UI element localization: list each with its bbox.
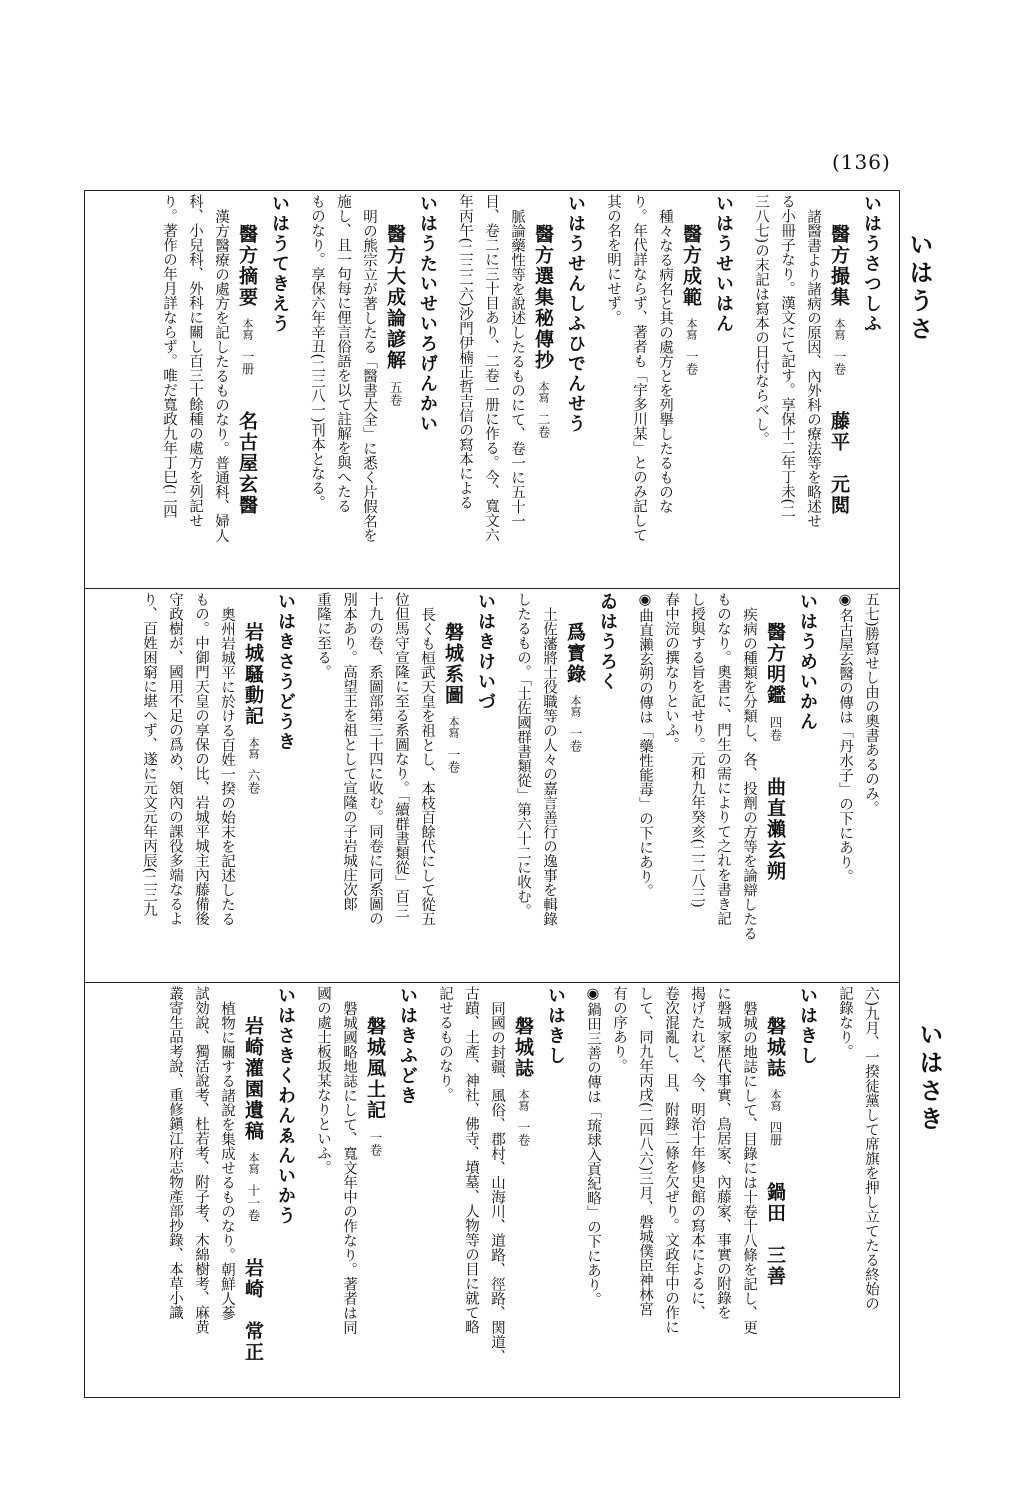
entry-title-row (240, 986, 266, 1394)
catalog-entry (162, 986, 298, 1394)
entry-volumes: 一卷 (446, 748, 461, 773)
entry-reading: いはきふどき (397, 986, 418, 1106)
entry-body-line: 年丙午(二三二六)沙門伊楠正哲吉信の寫本による (457, 194, 473, 510)
entry-body-line: 種々なる病名と其の處方とを列擧したるものな (657, 208, 673, 513)
entry-body-line: に磐城家歷代事實、鳥居家、內藤家、事實の附錄を (715, 986, 731, 1320)
entry-reading: いはうせいはん (713, 194, 734, 334)
entry-title-row (530, 194, 556, 584)
entry-body-line: 十九の卷、系圖部第三十四に收む。同卷に同系圖の (367, 592, 383, 926)
entry-body-line: したるもの。「土佐國群書類從」第六十二に收む。 (515, 592, 531, 919)
entry-title: 醫方明鑑 (764, 622, 786, 706)
entry-body-line: 施し、且一句每に俚言俗語を以て註解を與へたる (335, 194, 351, 513)
entry-body-line: 重隆に至る。 (315, 592, 331, 679)
entry-body-line: 國の處士板坂某なりといふ。 (315, 986, 331, 1175)
entry-body-line: 目、卷二に三十目あり、二卷一册に作る。今、寬文六 (483, 194, 499, 542)
entry-reading: いはうたいせいろげんかい (417, 194, 438, 434)
entry-title: 磐城誌 (764, 1016, 786, 1079)
entry-volumes: 五卷 (388, 381, 403, 406)
entry-body-line: 其の名を明にせず。 (605, 194, 621, 325)
entry-volumes: 一册 (240, 350, 255, 375)
panel-middle (92, 592, 892, 978)
entry-body-line: 叢寄生品考說、重修鎭江府志物產部抄錄、本草小識 (167, 986, 183, 1320)
entry-title: 岩崎灌園遺稿 (242, 1016, 264, 1142)
entry-title-row (240, 592, 266, 978)
entry-volumes: 一卷 (516, 1121, 531, 1146)
continuation-line: 記錄なり。 (837, 986, 853, 1059)
entry-author: 曲直瀨玄朔 (764, 777, 786, 882)
entry-reading: いはきさうどうき (275, 592, 296, 752)
entry-body-line: 卷次混亂し、且、附錄二條を欠ぜり。文政年中の作に (663, 986, 679, 1334)
entry-title-row (762, 986, 788, 1394)
entry-body-line: 長くも桓武天皇を祖とし、本枝百餘代にして從五 (419, 606, 435, 926)
entry-volumes: 二卷 (536, 413, 551, 438)
running-head-lower: いはさき (915, 1022, 944, 1134)
continuation-line: ◉名古屋玄醫の傳は「丹水子」の下にあり。 (837, 592, 853, 884)
entry-title: 醫方摘要 (236, 224, 258, 308)
entry-body-line: 春中浣の撰なりといふ。 (663, 592, 679, 752)
entry-title-row (678, 194, 704, 584)
entry-binding: 本寫 (769, 1089, 782, 1111)
panel-bottom (92, 986, 892, 1394)
entry-binding: 本寫 (537, 381, 550, 403)
entry-title-row (826, 194, 852, 584)
entry-body-line: 三八七)の末記は寫本の日付ならべし。 (753, 194, 769, 447)
continuation-line: 六)九月、一揆徒黨して席旗を押し立てたる終始の (863, 986, 879, 1311)
entry-title: 岩城騷動記 (242, 622, 264, 727)
entry-title-row (362, 986, 388, 1394)
entry-title-row (510, 986, 536, 1394)
catalog-entry (310, 592, 498, 978)
entry-body-line: 植物に關する諸說を集成せるものなり。朝鮮人蔘 (219, 1000, 235, 1320)
entry-body-line: 同國の封疆、風俗、郡村、山海川、道路、徑路、関道、 (489, 1000, 505, 1363)
entry-title-row (382, 194, 408, 584)
entry-body-line: 土佐藩將士役職等の人々の嘉言善行の逸事を輯錄 (541, 606, 557, 926)
entry-body-line: り。年代詳ならず、著者も「宇多川某」とのみ記して (631, 194, 647, 542)
entry-body-line: ものなり。奧書に、門生の需によりて之れを書き記 (715, 592, 731, 926)
entry-volumes: 一卷 (368, 1131, 383, 1156)
entry-binding: 本寫 (247, 737, 260, 759)
entry-body-line: ◉鍋田三善の傳は「琉球入貢紀略」の下にあり。 (585, 986, 601, 1307)
entry-body-line: り。著作の年月詳ならず。唯だ寬政九年丁巳(二四 (161, 194, 177, 519)
entry-author: 名古屋玄醫 (236, 411, 258, 516)
panel-divider-upper (84, 588, 900, 589)
entry-body-line: 磐城の地誌にして、目錄には十卷十八條を記し、更 (741, 1000, 757, 1334)
catalog-entry (310, 986, 420, 1394)
entry-author: 鍋田 三善 (764, 1182, 786, 1287)
entry-reading: いはきけいづ (475, 592, 496, 712)
entry-body-line: ◉曲直瀨玄朔の傳は「藥性能毒」の下にあり。 (637, 592, 653, 898)
entry-title: 醫方大成論諺解 (384, 224, 406, 371)
entry-body-line: して、同九年丙戌(二四八六)三月、磐城僕臣神林宮 (637, 986, 653, 1317)
entry-body-line: 位但馬守宣隆に至る系圖なり。「續群書類從」百三 (393, 592, 409, 919)
catalog-entry (136, 592, 298, 978)
entry-body-line: 守政樹が、國用不足の爲め、領內の課役多端なるよ (167, 592, 183, 926)
entry-reading: いはうてきえう (269, 194, 290, 334)
catalog-entry (632, 592, 820, 978)
catalog-entry (832, 986, 884, 1394)
entry-title: 磐城系圖 (442, 622, 464, 706)
entry-volumes: 六卷 (246, 769, 261, 794)
entry-body-line: 試効說、獨活說考、杜若考、附子考、木綿樹考、麻黄 (193, 986, 209, 1334)
catalog-entry (580, 986, 820, 1394)
entry-body-line: り、百姓困窮に堪へず、遂に元文元年丙辰(二三九 (141, 592, 157, 917)
entry-reading: ゐはうろく (597, 592, 618, 692)
entry-binding: 本寫 (833, 318, 846, 340)
catalog-entry (510, 592, 620, 978)
entry-author: 岩崎 常正 (242, 1257, 264, 1363)
entry-reading: いはうさつしふ (861, 194, 882, 334)
entry-body-line: し授與する旨を記せり。元和九年癸亥(二二八三) (689, 592, 705, 908)
entry-title: 醫方成範 (680, 224, 702, 308)
entry-title: 醫方撮集 (828, 224, 850, 308)
catalog-entry (432, 986, 568, 1394)
entry-body-line: 磐城國略地誌にして、寬文年中の作なり。著者は同 (341, 1000, 357, 1334)
continuation-line: 五七)勝寫せし由の奧書あるのみ。 (863, 592, 879, 816)
entry-body-line: ものなり。享保六年辛丑(二三八一)刊本となる。 (309, 194, 325, 510)
panel-divider-lower (84, 982, 900, 983)
entry-title: 爲寳錄 (564, 622, 586, 685)
entry-binding: 本寫 (517, 1089, 530, 1111)
entry-title: 磐城風土記 (364, 1016, 386, 1121)
entry-body-line: もの。中御門天皇の享保の比、岩城平城主內藤備後 (193, 592, 209, 926)
catalog-entry (452, 194, 588, 584)
entry-reading: いはきし (545, 986, 566, 1066)
entry-title-row (440, 592, 466, 978)
running-head-upper: いはうさ (905, 232, 934, 344)
entry-volumes: 一卷 (832, 350, 847, 375)
entry-title-row (562, 592, 588, 978)
page-number: (136) (832, 150, 891, 174)
entry-volumes: 四卷 (768, 716, 783, 741)
entry-body-line: 記せるものなり。 (437, 986, 453, 1102)
entry-body-line: 漢方醫療の處方を記したるものなり。普通科、婦人 (213, 208, 229, 542)
catalog-entry (156, 194, 292, 584)
entry-body-line: 有の序あり。 (611, 986, 627, 1073)
entry-binding: 本寫 (241, 318, 254, 340)
catalog-entry (748, 194, 884, 584)
catalog-entry (600, 194, 736, 584)
entry-title-row (762, 592, 788, 978)
entry-binding: 本寫 (247, 1152, 260, 1174)
entry-reading: いはきし (797, 986, 818, 1066)
entry-volumes: 十一卷 (246, 1184, 261, 1222)
entry-body-line: 明の熊宗立が著したる「醫書大全」に悉く片假名を (361, 208, 377, 542)
entry-body-line: 揭げたれど、今、明治十年修史館の寫本によるに、 (689, 986, 705, 1320)
entry-reading: いはさきくわんゑんいかう (275, 986, 296, 1226)
entry-binding: 本寫 (569, 695, 582, 717)
catalog-entry (832, 592, 884, 978)
entry-body-line: る小冊子なり。漢文にて記す。享保十二年丁未(二 (779, 194, 795, 519)
entry-title: 磐城誌 (512, 1016, 534, 1079)
entry-body-line: 脈論藥性等を說述したるものにて、卷一に五十一 (509, 208, 525, 528)
entry-binding: 本寫 (447, 716, 460, 738)
panel-top (92, 194, 892, 584)
entry-body-line: 科、小兒科、外科に關し百三十餘種の處方を列記せ (187, 194, 203, 528)
entry-volumes: 一卷 (568, 727, 583, 752)
entry-body-line: 別本あり。高望王を祖として宣隆の子岩城庄次郞 (341, 592, 357, 911)
entry-reading: いはうめいかん (797, 592, 818, 732)
entry-title-row (234, 194, 260, 584)
entry-reading: いはうせんしふひでんせう (565, 194, 586, 434)
entry-volumes: 一卷 (684, 350, 699, 375)
entry-body-line: 古蹟、土產、神社、佛寺、墳墓、人物等の目に就て略 (463, 986, 479, 1334)
entry-volumes: 四册 (768, 1121, 783, 1146)
catalog-entry (304, 194, 440, 584)
entry-title: 醫方選集秘傳抄 (532, 224, 554, 371)
entry-author: 藤平 元閲 (828, 411, 850, 516)
entry-binding: 本寫 (685, 318, 698, 340)
entry-body-line: 奧州岩城平に於ける百姓一揆の始末を記述したる (219, 606, 235, 926)
entry-body-line: 諸醫書より諸病の原因、內外科の療法等を略述せ (805, 208, 821, 528)
entry-body-line: 疾病の種類を分類し、各、投劑の方等を論辯したる (741, 606, 757, 940)
